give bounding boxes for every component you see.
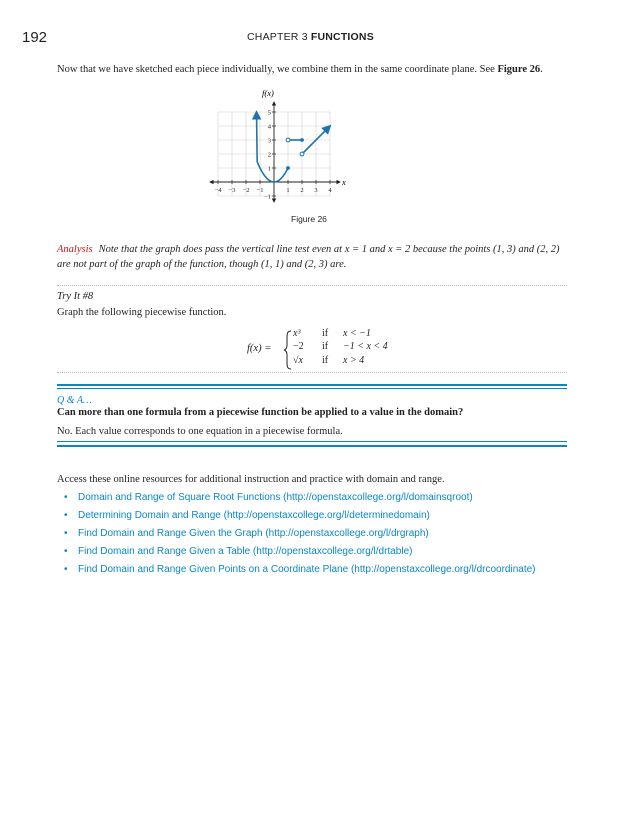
case-if: if xyxy=(322,341,329,352)
bullet-icon: • xyxy=(64,528,68,539)
qa-bottom-rule-thin xyxy=(57,441,567,442)
qa-question: Can more than one formula from a piecewise function be applied to a value in the domain? xyxy=(57,407,464,418)
closed-point xyxy=(300,138,304,142)
x-tick-label: 1 xyxy=(286,187,290,194)
piecewise-graph xyxy=(214,86,382,208)
qa-top-rule xyxy=(57,384,567,386)
resource-link[interactable]: Find Domain and Range Given the Graph (http://openstaxcollege.org/l/drgraph) xyxy=(78,528,429,539)
open-point xyxy=(286,138,290,142)
figure-reference: Figure 26 xyxy=(497,64,541,75)
y-tick-label: −1 xyxy=(264,193,271,201)
qa-top-rule-thin xyxy=(57,388,567,389)
resource-link[interactable]: Domain and Range of Square Root Functions (http://openstaxcollege.org/l/domainsqroot) xyxy=(78,492,473,503)
x-tick-label: 4 xyxy=(328,187,332,194)
page-number: 192 xyxy=(22,29,48,46)
x-tick-label: 2 xyxy=(300,187,304,194)
chapter-title: FUNCTIONS xyxy=(310,31,374,43)
try-it-title: Try It #8 xyxy=(57,291,94,302)
case-expression: −2 xyxy=(293,341,304,352)
try-it-text: Graph the following piecewise function. xyxy=(57,307,227,318)
y-tick-label: 3 xyxy=(267,137,271,145)
divider xyxy=(57,372,567,373)
case-expression: √x xyxy=(293,355,303,366)
figure-caption: Figure 26 xyxy=(291,214,327,224)
y-tick-label: 5 xyxy=(267,109,271,117)
case-condition: x > 4 xyxy=(343,355,365,366)
divider xyxy=(57,285,567,286)
bullet-icon: • xyxy=(64,546,68,557)
y-tick-label: 4 xyxy=(267,123,271,131)
x-axis-label: x xyxy=(342,177,346,187)
resource-link[interactable]: Determining Domain and Range (http://openstaxcollege.org/l/determinedomain) xyxy=(78,510,430,521)
chapter-number: CHAPTER 3 xyxy=(247,31,308,43)
parabola-segment xyxy=(257,109,289,182)
y-tick-label: 1 xyxy=(267,165,271,173)
intro-paragraph xyxy=(57,64,543,75)
analysis-paragraph xyxy=(57,242,567,272)
bullet-icon: • xyxy=(64,510,68,521)
qa-bottom-rule xyxy=(57,445,567,447)
x-tick-label: 3 xyxy=(314,187,318,194)
x-tick-label: −1 xyxy=(256,187,264,194)
case-expression: x³ xyxy=(293,328,301,339)
left-brace xyxy=(283,330,292,370)
x-tick-label: −3 xyxy=(228,187,236,194)
x-tick-label: −4 xyxy=(214,187,222,194)
equation-lhs: f(x) = xyxy=(247,343,272,354)
resources-intro: Access these online resources for additional instruction and practice with domain and range. xyxy=(57,474,445,485)
closed-point xyxy=(286,166,290,170)
case-if: if xyxy=(322,328,329,339)
running-head xyxy=(247,31,374,43)
x-tick-label: −2 xyxy=(242,187,250,194)
resource-link[interactable]: Find Domain and Range Given a Table (http://openstaxcollege.org/l/drtable) xyxy=(78,546,413,557)
qa-answer: No. Each value corresponds to one equation in a piecewise formula. xyxy=(57,426,343,437)
qa-title: Q & A… xyxy=(57,395,92,406)
open-point xyxy=(300,152,304,156)
analysis-text: Note that the graph does pass the vertical line test even at x = 1 and x = 2 because the points (1, 3) and (2, 2) are not part of the graph of the function, though (1, 1) and (2, 3) are. xyxy=(57,244,560,270)
y-tick-label: 2 xyxy=(267,151,271,159)
bullet-icon: • xyxy=(64,492,68,503)
case-condition: −1 < x < 4 xyxy=(343,341,388,352)
case-condition: x < −1 xyxy=(343,328,371,339)
case-if: if xyxy=(322,355,329,366)
bullet-icon: • xyxy=(64,564,68,575)
intro-end: . xyxy=(540,64,543,75)
intro-text: Now that we have sketched each piece individually, we combine them in the same coordinate plane. See xyxy=(57,64,498,75)
analysis-label: Analysis xyxy=(57,244,93,255)
resource-link[interactable]: Find Domain and Range Given Points on a Coordinate Plane (http://openstaxcollege.org/l/drcoordinate) xyxy=(78,564,536,575)
y-axis-label: f(x) xyxy=(262,88,274,98)
